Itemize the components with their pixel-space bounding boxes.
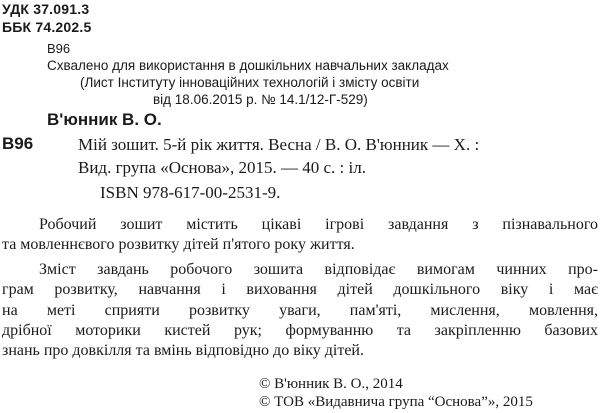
paragraph-line: на меті сприяти розвитку уваги, пам'яті, мислення, мовлення, (2, 301, 598, 319)
udk-code: УДК 37.091.3 (2, 1, 90, 17)
annotation-paragraph-1 (2, 215, 598, 256)
paragraph-line: та мовленнєвого розвитку дітей п'ятого року життя. (2, 236, 355, 254)
paragraph-line: знань про довкілля та вмінь відповідно до віку дітей. (2, 342, 364, 360)
bbk-code: ББК 74.202.5 (2, 19, 92, 35)
author-index: В96 (2, 134, 34, 153)
author-index-small: В96 (47, 41, 71, 56)
approval-line-3: від 18.06.2015 р. № 14.1/12-Г-529) (153, 92, 368, 107)
approval-line-2: (Лист Інституту інноваційних технологій і змісту освіти (80, 75, 420, 90)
paragraph-line: грам розвитку, навчання і виховання дітей дошкільного віку і має (2, 281, 598, 299)
annotation-paragraph-2 (2, 260, 598, 361)
approval-line-1: Схвалено для використання в дошкільних навчальних закладах (47, 58, 449, 73)
paragraph-line: Робочий зошит містить цікаві ігрові завдання з пізнавального (39, 216, 598, 233)
bibliographic-line-2: Вид. група «Основа», 2015. — 40 с. : іл. (78, 158, 366, 177)
bibliographic-line-1: Мій зошит. 5-й рік життя. Весна / В. О. В'юнник — Х. : (78, 135, 480, 154)
copyright-publisher: © ТОВ «Видавнича група “Основа”», 2015 (259, 394, 533, 410)
paragraph-line: Зміст завдань робочого зошита відповідає вимогам чинних про- (39, 261, 598, 278)
isbn: ISBN 978-617-00-2531-9. (100, 183, 281, 202)
paragraph-line: дрібної моторики кистей рук; формуванню та закріпленню базових (2, 321, 598, 339)
author-name: В'юнник В. О. (47, 110, 162, 129)
copyright-author: © В'юнник В. О., 2014 (259, 376, 403, 392)
